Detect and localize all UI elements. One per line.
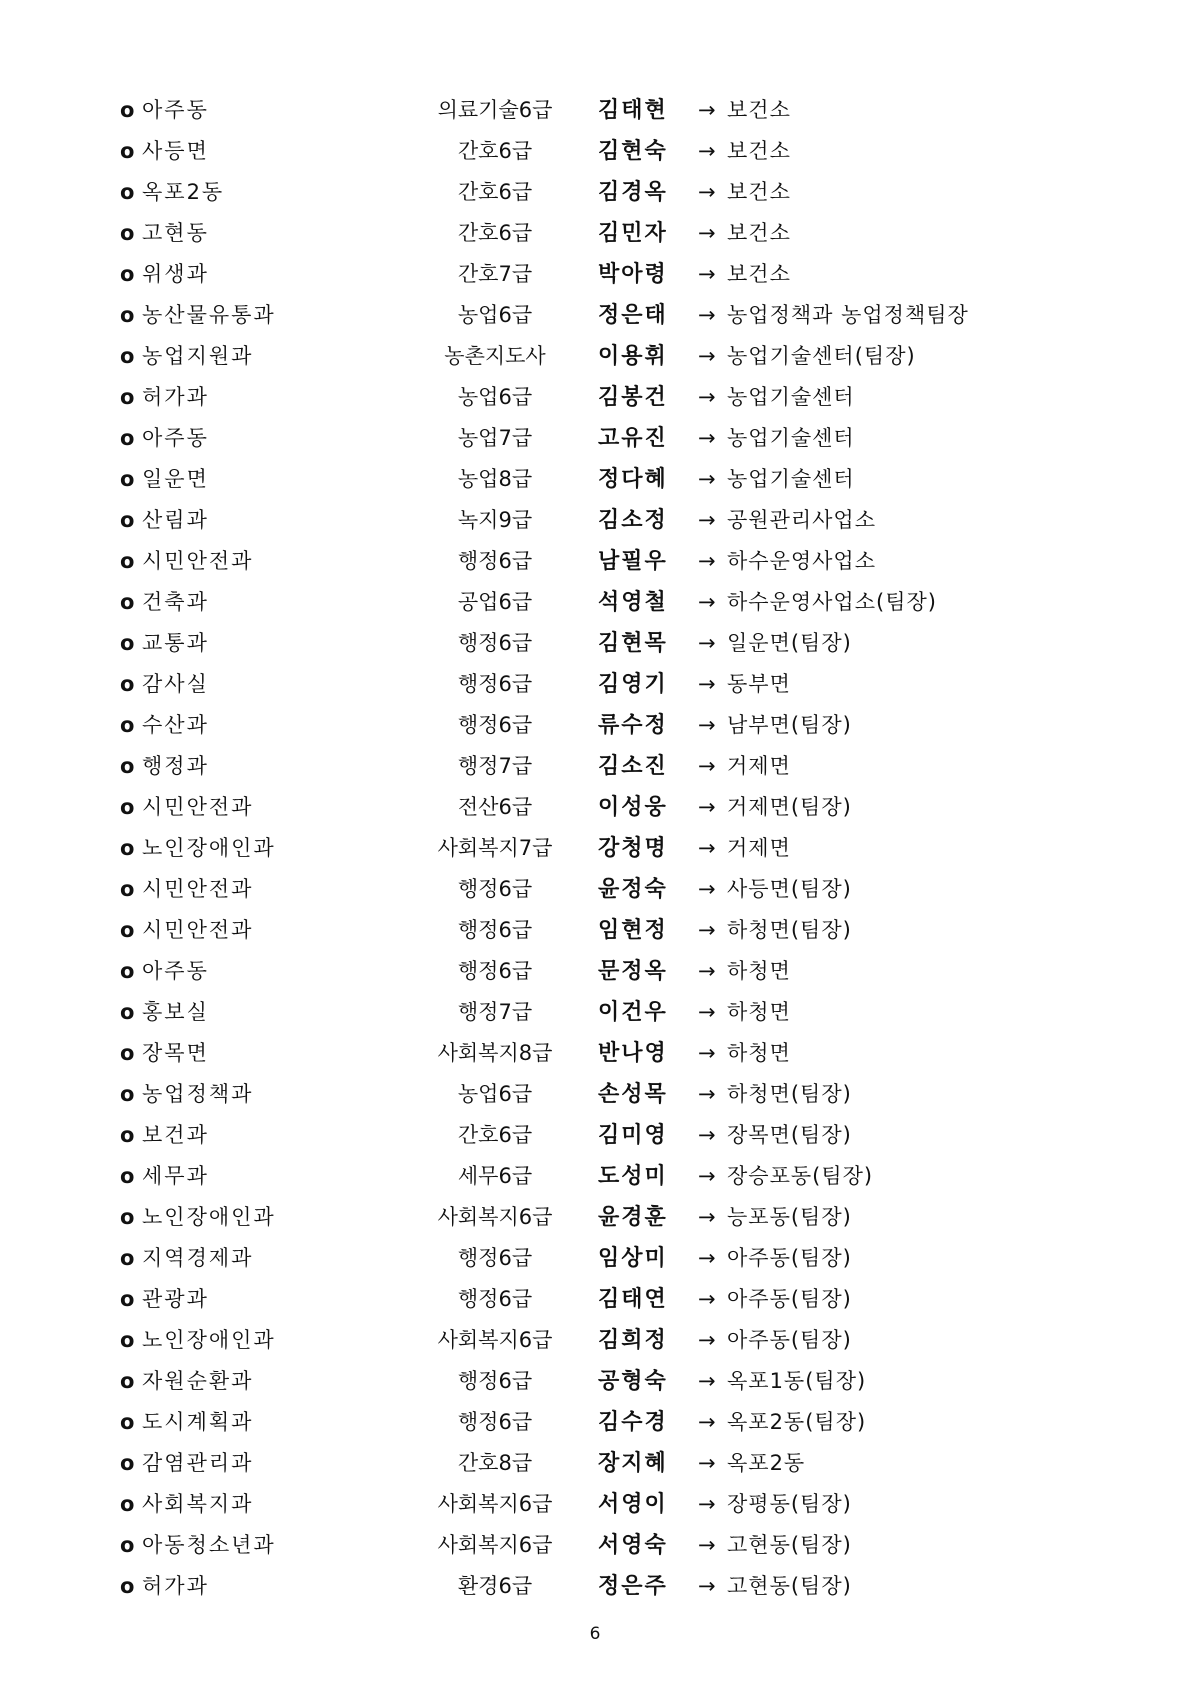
- person-name: 이용휘: [598, 343, 668, 369]
- job-grade: 행정6급: [457, 1369, 533, 1393]
- bullet-marker: o: [120, 467, 135, 491]
- list-item: [0, 1402, 1190, 1443]
- from-department: 일운면: [142, 467, 209, 491]
- bullet-marker: o: [120, 836, 135, 860]
- from-department: 시민안전과: [142, 877, 254, 901]
- bullet-marker: o: [120, 631, 135, 655]
- arrow-icon: →: [698, 672, 716, 696]
- arrow-icon: →: [698, 877, 716, 901]
- person-name: 김영기: [598, 671, 668, 697]
- destination: 농업정책과 농업정책팀장: [727, 303, 969, 327]
- person-name: 류수정: [598, 712, 668, 738]
- job-grade: 사회복지6급: [437, 1328, 553, 1352]
- person-name: 장지혜: [598, 1450, 668, 1476]
- destination: 남부면(팀장): [727, 713, 852, 737]
- from-department: 도시계획과: [142, 1410, 254, 1434]
- bullet-marker: o: [120, 344, 135, 368]
- person-name: 정다혜: [598, 466, 668, 492]
- person-name: 김현목: [598, 630, 668, 656]
- bullet-marker: o: [120, 1000, 135, 1024]
- arrow-icon: →: [698, 1164, 716, 1188]
- destination: 옥포1동(팀장): [727, 1369, 867, 1393]
- job-grade: 행정6급: [457, 549, 533, 573]
- destination: 농업기술센터: [727, 385, 855, 409]
- list-item: [0, 869, 1190, 910]
- from-department: 자원순환과: [142, 1369, 254, 1393]
- job-grade: 행정6급: [457, 672, 533, 696]
- job-grade: 농업8급: [457, 467, 533, 491]
- from-department: 건축과: [142, 590, 209, 614]
- job-grade: 행정6급: [457, 959, 533, 983]
- arrow-icon: →: [698, 139, 716, 163]
- from-department: 농업정책과: [142, 1082, 254, 1106]
- arrow-icon: →: [698, 590, 716, 614]
- from-department: 산림과: [142, 508, 209, 532]
- from-department: 허가과: [142, 385, 209, 409]
- bullet-marker: o: [120, 262, 135, 286]
- list-item: [0, 1525, 1190, 1566]
- from-department: 시민안전과: [142, 549, 254, 573]
- job-grade: 농업6급: [457, 303, 533, 327]
- destination: 거제면: [727, 754, 791, 778]
- list-item: [0, 1156, 1190, 1197]
- list-item: [0, 1566, 1190, 1607]
- job-grade: 간호6급: [457, 221, 533, 245]
- person-name: 남필우: [598, 548, 668, 574]
- from-department: 아동청소년과: [142, 1533, 276, 1557]
- list-item: [0, 1361, 1190, 1402]
- destination: 공원관리사업소: [727, 508, 877, 532]
- job-grade: 공업6급: [457, 590, 533, 614]
- list-item: [0, 664, 1190, 705]
- person-name: 김태연: [598, 1286, 668, 1312]
- list-item: [0, 90, 1190, 131]
- bullet-marker: o: [120, 672, 135, 696]
- person-name: 김태현: [598, 97, 668, 123]
- arrow-icon: →: [698, 959, 716, 983]
- job-grade: 환경6급: [457, 1574, 533, 1598]
- list-item: [0, 623, 1190, 664]
- destination: 보건소: [727, 139, 791, 163]
- list-item: [0, 541, 1190, 582]
- from-department: 세무과: [142, 1164, 209, 1188]
- list-item: [0, 1238, 1190, 1279]
- destination: 하수운영사업소(팀장): [727, 590, 937, 614]
- person-name: 반나영: [598, 1040, 668, 1066]
- from-department: 고현동: [142, 221, 209, 245]
- from-department: 보건과: [142, 1123, 209, 1147]
- from-department: 노인장애인과: [142, 836, 276, 860]
- arrow-icon: →: [698, 98, 716, 122]
- destination: 하청면(팀장): [727, 1082, 852, 1106]
- bullet-marker: o: [120, 1287, 135, 1311]
- arrow-icon: →: [698, 303, 716, 327]
- bullet-marker: o: [120, 1041, 135, 1065]
- destination: 농업기술센터(팀장): [727, 344, 916, 368]
- person-name: 김소정: [598, 507, 668, 533]
- from-department: 지역경제과: [142, 1246, 254, 1270]
- bullet-marker: o: [120, 713, 135, 737]
- list-item: [0, 254, 1190, 295]
- person-name: 임상미: [598, 1245, 668, 1271]
- bullet-marker: o: [120, 98, 135, 122]
- job-grade: 농업6급: [457, 385, 533, 409]
- from-department: 옥포2동: [142, 180, 225, 204]
- person-name: 문정옥: [598, 958, 668, 984]
- destination: 장평동(팀장): [727, 1492, 852, 1516]
- bullet-marker: o: [120, 877, 135, 901]
- from-department: 허가과: [142, 1574, 209, 1598]
- list-item: [0, 1320, 1190, 1361]
- person-name: 박아령: [598, 261, 668, 287]
- from-department: 홍보실: [142, 1000, 209, 1024]
- arrow-icon: →: [698, 1123, 716, 1147]
- arrow-icon: →: [698, 1492, 716, 1516]
- person-name: 김현숙: [598, 138, 668, 164]
- destination: 아주동(팀장): [727, 1328, 852, 1352]
- destination: 동부면: [727, 672, 791, 696]
- destination: 일운면(팀장): [727, 631, 852, 655]
- arrow-icon: →: [698, 754, 716, 778]
- destination: 사등면(팀장): [727, 877, 852, 901]
- job-grade: 사회복지7급: [437, 836, 553, 860]
- person-name: 김경옥: [598, 179, 668, 205]
- from-department: 감염관리과: [142, 1451, 254, 1475]
- destination: 장목면(팀장): [727, 1123, 852, 1147]
- arrow-icon: →: [698, 1533, 716, 1557]
- bullet-marker: o: [120, 754, 135, 778]
- job-grade: 행정6급: [457, 1246, 533, 1270]
- person-name: 고유진: [598, 425, 668, 451]
- from-department: 위생과: [142, 262, 209, 286]
- job-grade: 전산6급: [457, 795, 533, 819]
- arrow-icon: →: [698, 1000, 716, 1024]
- bullet-marker: o: [120, 918, 135, 942]
- person-name: 김미영: [598, 1122, 668, 1148]
- list-item: [0, 1074, 1190, 1115]
- bullet-marker: o: [120, 1164, 135, 1188]
- bullet-marker: o: [120, 1123, 135, 1147]
- from-department: 시민안전과: [142, 918, 254, 942]
- destination: 아주동(팀장): [727, 1246, 852, 1270]
- from-department: 사등면: [142, 139, 209, 163]
- list-item: [0, 131, 1190, 172]
- bullet-marker: o: [120, 795, 135, 819]
- job-grade: 세무6급: [457, 1164, 533, 1188]
- arrow-icon: →: [698, 344, 716, 368]
- from-department: 감사실: [142, 672, 209, 696]
- list-item: [0, 336, 1190, 377]
- destination: 보건소: [727, 262, 791, 286]
- from-department: 아주동: [142, 98, 209, 122]
- list-item: [0, 377, 1190, 418]
- destination: 하수운영사업소: [727, 549, 877, 573]
- arrow-icon: →: [698, 1287, 716, 1311]
- job-grade: 사회복지6급: [437, 1492, 553, 1516]
- from-department: 관광과: [142, 1287, 209, 1311]
- destination: 고현동(팀장): [727, 1574, 852, 1598]
- job-grade: 간호7급: [457, 262, 533, 286]
- bullet-marker: o: [120, 1451, 135, 1475]
- destination: 옥포2동(팀장): [727, 1410, 867, 1434]
- bullet-marker: o: [120, 1492, 135, 1516]
- person-name: 도성미: [598, 1163, 668, 1189]
- destination: 아주동(팀장): [727, 1287, 852, 1311]
- bullet-marker: o: [120, 1410, 135, 1434]
- job-grade: 농업6급: [457, 1082, 533, 1106]
- destination: 하청면: [727, 1000, 791, 1024]
- job-grade: 행정6급: [457, 631, 533, 655]
- list-item: [0, 1279, 1190, 1320]
- arrow-icon: →: [698, 713, 716, 737]
- person-name: 정은태: [598, 302, 668, 328]
- from-department: 아주동: [142, 426, 209, 450]
- from-department: 노인장애인과: [142, 1205, 276, 1229]
- job-grade: 행정6급: [457, 918, 533, 942]
- from-department: 장목면: [142, 1041, 209, 1065]
- arrow-icon: →: [698, 1410, 716, 1434]
- destination: 농업기술센터: [727, 426, 855, 450]
- job-grade: 행정6급: [457, 1410, 533, 1434]
- arrow-icon: →: [698, 1041, 716, 1065]
- arrow-icon: →: [698, 180, 716, 204]
- arrow-icon: →: [698, 1574, 716, 1598]
- destination: 거제면(팀장): [727, 795, 852, 819]
- job-grade: 사회복지6급: [437, 1205, 553, 1229]
- arrow-icon: →: [698, 467, 716, 491]
- person-name: 이건우: [598, 999, 668, 1025]
- person-name: 석영철: [598, 589, 668, 615]
- job-grade: 사회복지8급: [437, 1041, 553, 1065]
- arrow-icon: →: [698, 795, 716, 819]
- arrow-icon: →: [698, 385, 716, 409]
- arrow-icon: →: [698, 836, 716, 860]
- bullet-marker: o: [120, 959, 135, 983]
- arrow-icon: →: [698, 1246, 716, 1270]
- bullet-marker: o: [120, 303, 135, 327]
- job-grade: 행정7급: [457, 1000, 533, 1024]
- bullet-marker: o: [120, 426, 135, 450]
- destination: 하청면: [727, 959, 791, 983]
- from-department: 시민안전과: [142, 795, 254, 819]
- person-name: 김봉건: [598, 384, 668, 410]
- bullet-marker: o: [120, 385, 135, 409]
- bullet-marker: o: [120, 590, 135, 614]
- arrow-icon: →: [698, 426, 716, 450]
- person-name: 정은주: [598, 1573, 668, 1599]
- bullet-marker: o: [120, 1533, 135, 1557]
- arrow-icon: →: [698, 508, 716, 532]
- job-grade: 간호8급: [457, 1451, 533, 1475]
- transfer-list: [0, 90, 1190, 1607]
- arrow-icon: →: [698, 549, 716, 573]
- person-name: 손성목: [598, 1081, 668, 1107]
- arrow-icon: →: [698, 1205, 716, 1229]
- person-name: 김희정: [598, 1327, 668, 1353]
- destination: 보건소: [727, 180, 791, 204]
- bullet-marker: o: [120, 1574, 135, 1598]
- arrow-icon: →: [698, 1451, 716, 1475]
- bullet-marker: o: [120, 139, 135, 163]
- person-name: 이성웅: [598, 794, 668, 820]
- list-item: [0, 1115, 1190, 1156]
- list-item: [0, 500, 1190, 541]
- from-department: 교통과: [142, 631, 209, 655]
- list-item: [0, 1484, 1190, 1525]
- list-item: [0, 1443, 1190, 1484]
- job-grade: 간호6급: [457, 1123, 533, 1147]
- from-department: 아주동: [142, 959, 209, 983]
- list-item: [0, 1197, 1190, 1238]
- list-item: [0, 172, 1190, 213]
- list-item: [0, 705, 1190, 746]
- person-name: 강청명: [598, 835, 668, 861]
- job-grade: 녹지9급: [457, 508, 533, 532]
- bullet-marker: o: [120, 1369, 135, 1393]
- arrow-icon: →: [698, 221, 716, 245]
- destination: 보건소: [727, 221, 791, 245]
- job-grade: 농촌지도사: [444, 344, 546, 368]
- destination: 능포동(팀장): [727, 1205, 852, 1229]
- person-name: 서영숙: [598, 1532, 668, 1558]
- arrow-icon: →: [698, 918, 716, 942]
- bullet-marker: o: [120, 1082, 135, 1106]
- list-item: [0, 992, 1190, 1033]
- list-item: [0, 213, 1190, 254]
- arrow-icon: →: [698, 1082, 716, 1106]
- job-grade: 사회복지6급: [437, 1533, 553, 1557]
- arrow-icon: →: [698, 262, 716, 286]
- person-name: 윤정숙: [598, 876, 668, 902]
- job-grade: 의료기술6급: [437, 98, 553, 122]
- person-name: 김소진: [598, 753, 668, 779]
- destination: 보건소: [727, 98, 791, 122]
- person-name: 윤경훈: [598, 1204, 668, 1230]
- job-grade: 간호6급: [457, 180, 533, 204]
- job-grade: 간호6급: [457, 139, 533, 163]
- person-name: 김민자: [598, 220, 668, 246]
- destination: 고현동(팀장): [727, 1533, 852, 1557]
- destination: 옥포2동: [727, 1451, 806, 1475]
- destination: 하청면: [727, 1041, 791, 1065]
- destination: 하청면(팀장): [727, 918, 852, 942]
- from-department: 사회복지과: [142, 1492, 254, 1516]
- job-grade: 행정6급: [457, 877, 533, 901]
- destination: 거제면: [727, 836, 791, 860]
- arrow-icon: →: [698, 1328, 716, 1352]
- list-item: [0, 951, 1190, 992]
- from-department: 노인장애인과: [142, 1328, 276, 1352]
- list-item: [0, 746, 1190, 787]
- list-item: [0, 910, 1190, 951]
- destination: 농업기술센터: [727, 467, 855, 491]
- person-name: 김수경: [598, 1409, 668, 1435]
- job-grade: 농업7급: [457, 426, 533, 450]
- from-department: 수산과: [142, 713, 209, 737]
- list-item: [0, 787, 1190, 828]
- from-department: 행정과: [142, 754, 209, 778]
- person-name: 공형숙: [598, 1368, 668, 1394]
- arrow-icon: →: [698, 631, 716, 655]
- list-item: [0, 582, 1190, 623]
- page-number: 6: [589, 1624, 601, 1644]
- list-item: [0, 828, 1190, 869]
- person-name: 서영이: [598, 1491, 668, 1517]
- list-item: [0, 459, 1190, 500]
- list-item: [0, 295, 1190, 336]
- bullet-marker: o: [120, 1205, 135, 1229]
- job-grade: 행정7급: [457, 754, 533, 778]
- bullet-marker: o: [120, 1246, 135, 1270]
- bullet-marker: o: [120, 221, 135, 245]
- bullet-marker: o: [120, 1328, 135, 1352]
- destination: 장승포동(팀장): [727, 1164, 874, 1188]
- from-department: 농산물유통과: [142, 303, 276, 327]
- job-grade: 행정6급: [457, 713, 533, 737]
- list-item: [0, 1033, 1190, 1074]
- arrow-icon: →: [698, 1369, 716, 1393]
- bullet-marker: o: [120, 508, 135, 532]
- job-grade: 행정6급: [457, 1287, 533, 1311]
- list-item: [0, 418, 1190, 459]
- from-department: 농업지원과: [142, 344, 254, 368]
- person-name: 임현정: [598, 917, 668, 943]
- bullet-marker: o: [120, 180, 135, 204]
- bullet-marker: o: [120, 549, 135, 573]
